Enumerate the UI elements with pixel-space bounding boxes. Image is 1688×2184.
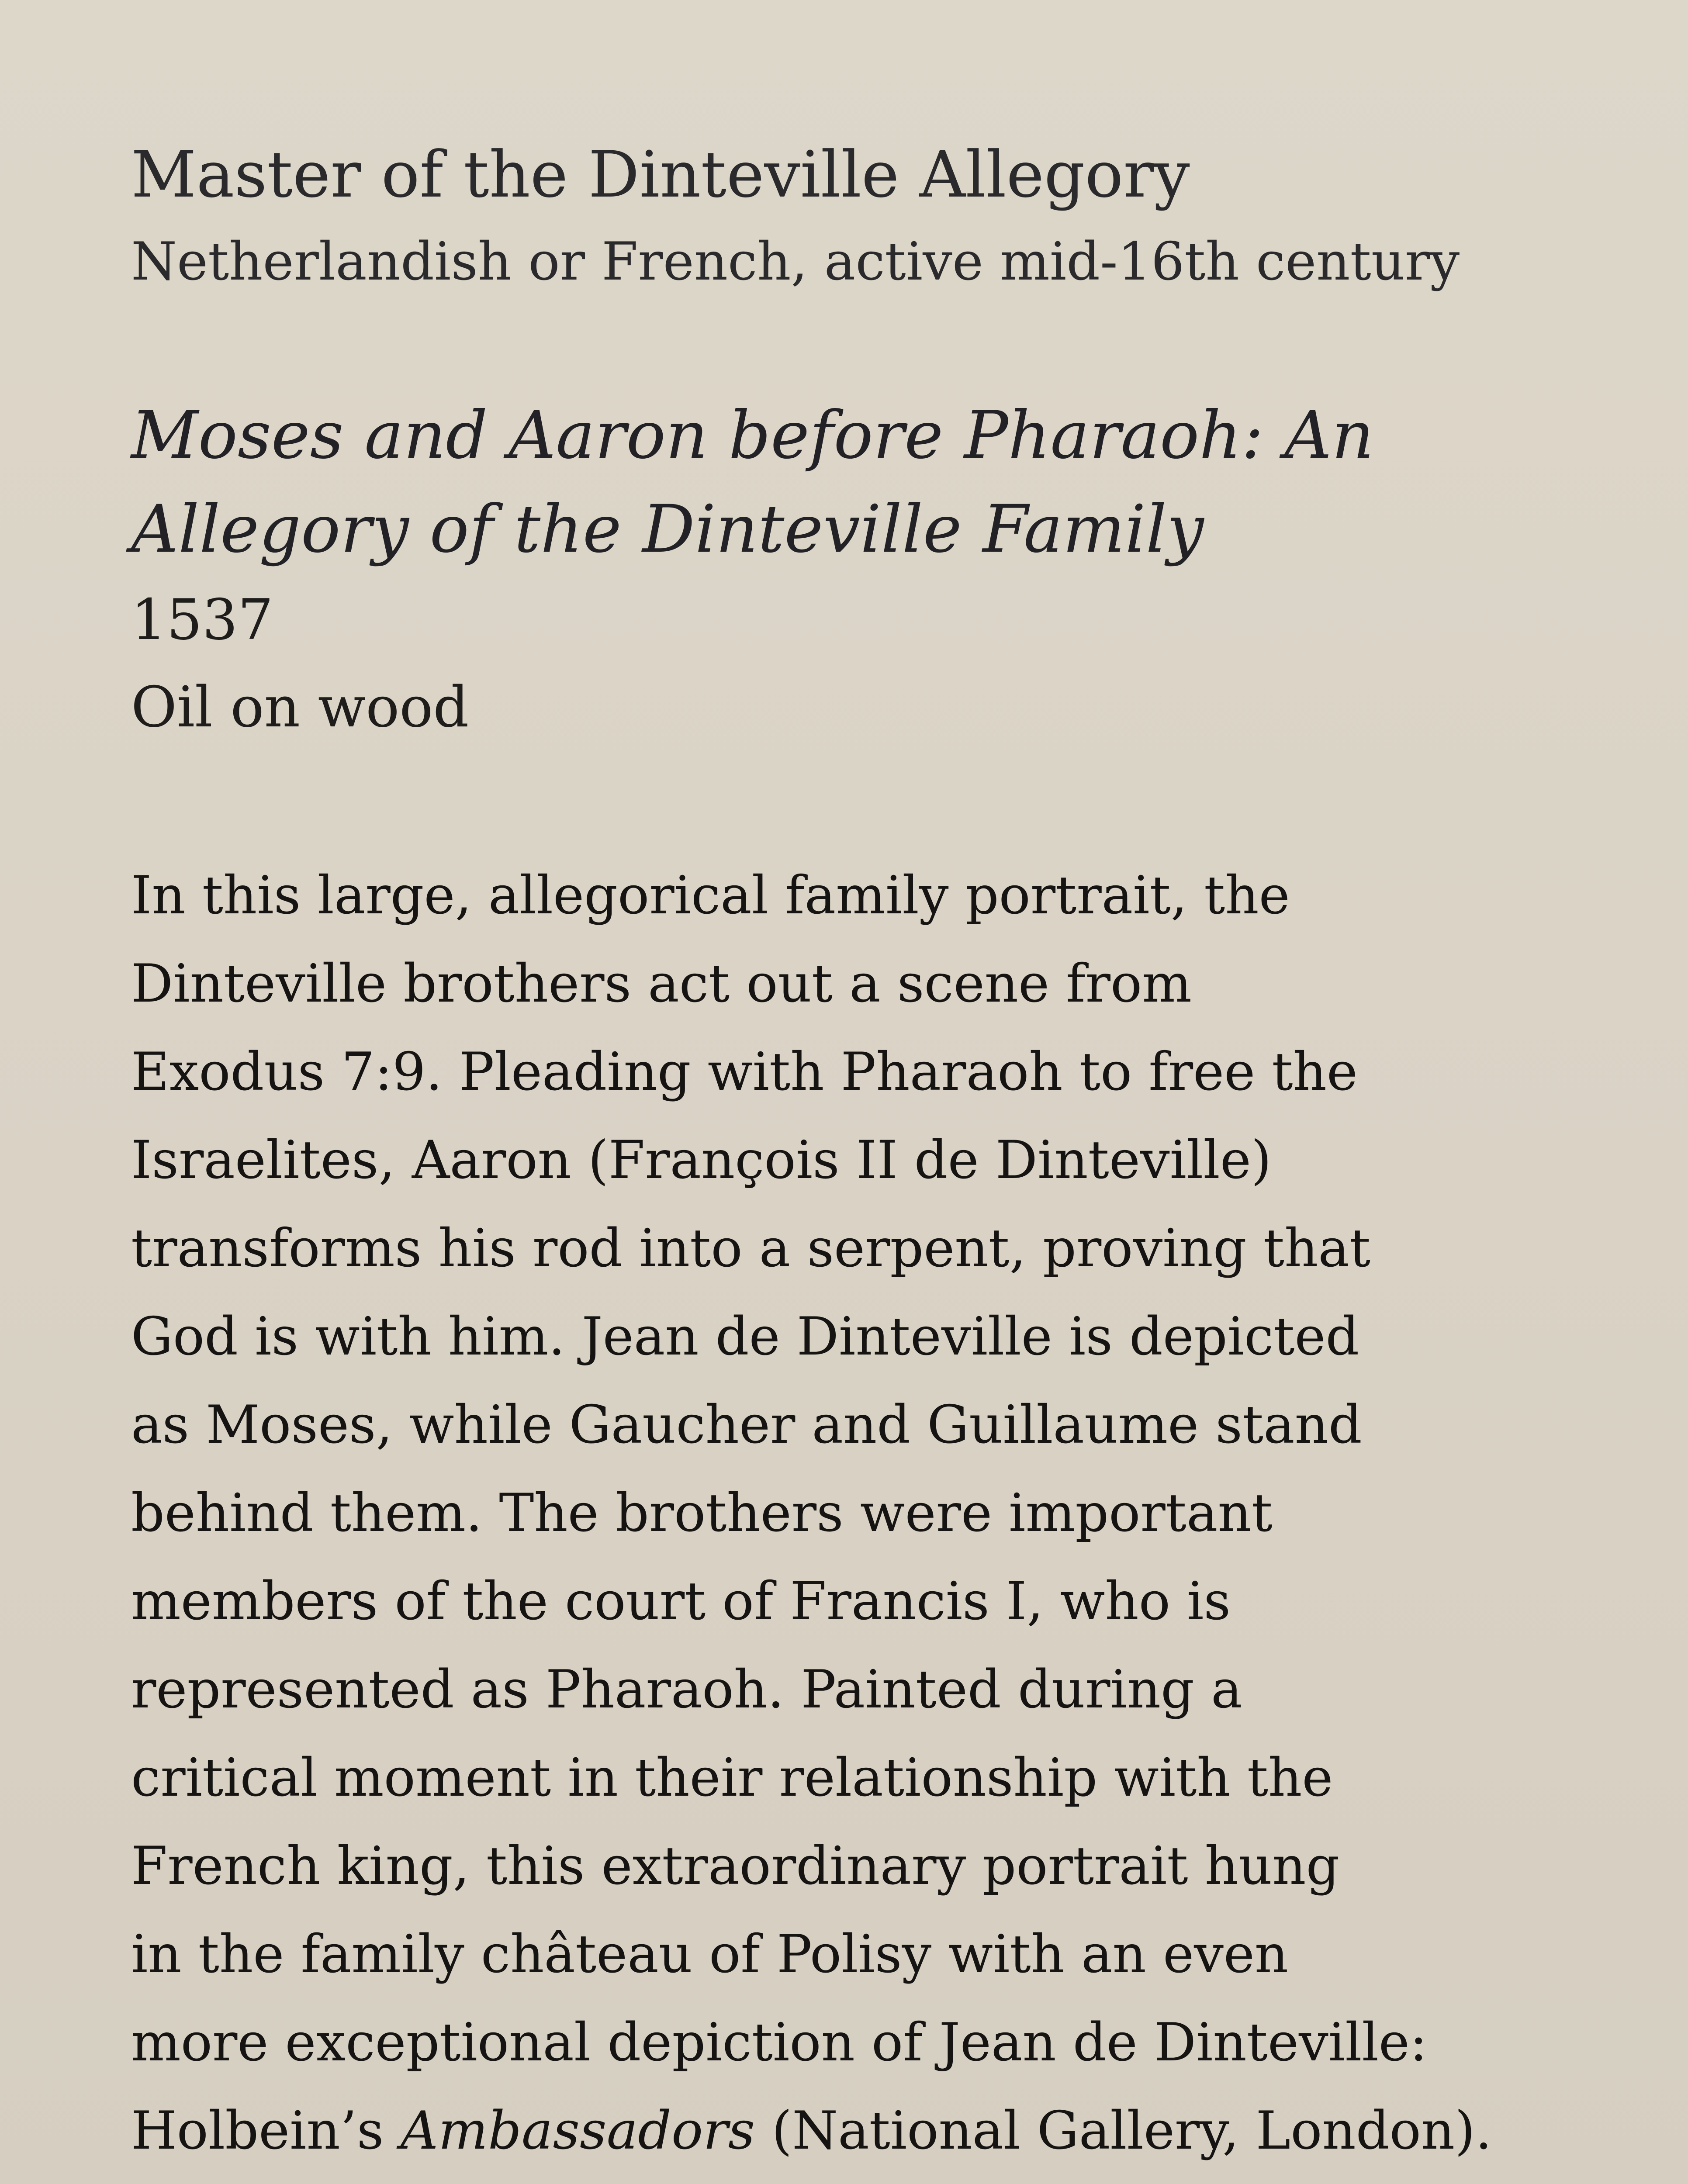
description-line: God is with him. Jean de Dinteville is depicted	[131, 1306, 1359, 1367]
artwork-date: 1537	[131, 587, 273, 653]
artwork-medium: Oil on wood	[131, 675, 469, 740]
description-line: more exceptional depiction of Jean de Dinteville:	[131, 2012, 1428, 2073]
description-line: In this large, allegorical family portrait, the	[131, 865, 1290, 926]
artist-block	[131, 131, 1616, 306]
description-line: represented as Pharaoh. Painted during a	[131, 1659, 1242, 1720]
description-line: transforms his rod into a serpent, proving that	[131, 1218, 1371, 1279]
description-line: as Moses, while Gaucher and Guillaume stand	[131, 1395, 1362, 1455]
artist-nationality: Netherlandish or French, active mid-16th century	[131, 232, 1460, 292]
ambassadors-title: Ambassadors	[400, 2101, 755, 2161]
description-last-line	[131, 2087, 1599, 2175]
description-line: members of the court of Francis I, who is	[131, 1571, 1231, 1632]
description-line: Exodus 7:9. Pleading with Pharaoh to free the	[131, 1042, 1358, 1102]
artist-name: Master of the Dinteville Allegory	[131, 138, 1190, 212]
description-line: critical moment in their relationship with the	[131, 1748, 1333, 1808]
description-text	[131, 852, 1599, 2175]
artwork-title-line-1: Moses and Aaron before Pharaoh: An	[131, 397, 1374, 473]
artwork-block	[131, 389, 1616, 751]
last-line-prefix: Holbein’s	[131, 2101, 401, 2161]
last-line-suffix: (National Gallery, London).	[755, 2101, 1492, 2161]
description-line: behind them. The brothers were important	[131, 1483, 1273, 1544]
description-line: in the family château of Polisy with an even	[131, 1924, 1289, 1985]
description-line: Dinteville brothers act out a scene from	[131, 954, 1192, 1014]
artwork-title-line-2: Allegory of the Dinteville Family	[131, 491, 1204, 567]
description-line: French king, this extraordinary portrait hung	[131, 1836, 1340, 1897]
description-line: Israelites, Aaron (François II de Dinteville)	[131, 1130, 1272, 1191]
